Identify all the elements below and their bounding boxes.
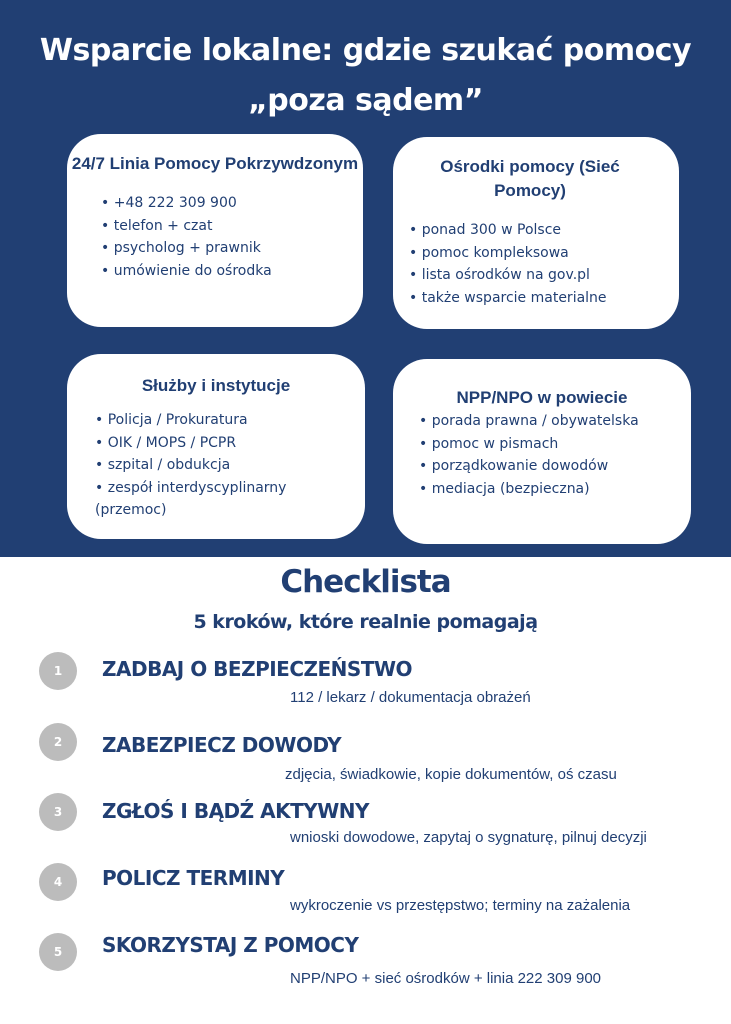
card-title: Służby i instytucje xyxy=(141,376,291,395)
card-list-item: • pomoc w pismach xyxy=(419,433,691,456)
step-number-badge: 1 xyxy=(39,652,77,690)
card-list-item: • szpital / obdukcja xyxy=(95,454,345,477)
card-list-item: • Policja / Prokuratura xyxy=(95,409,345,432)
page-title-line-1: Wsparcie lokalne: gdzie szukać pomocy xyxy=(39,33,692,68)
card-list-item: • OIK / MOPS / PCPR xyxy=(95,432,345,455)
step-heading: POLICZ TERMINY xyxy=(102,866,285,890)
card-list-item: • porządkowanie dowodów xyxy=(419,455,691,478)
checklist-title: Checklista xyxy=(280,564,451,600)
card-helpline xyxy=(67,134,363,327)
step-description: NPP/NPO + sieć ośrodków + linia 222 309 900 xyxy=(290,970,602,987)
card-list-item: • umówienie do ośrodka xyxy=(101,260,363,283)
card-list xyxy=(409,219,679,309)
card-list-item: • pomoc kompleksowa xyxy=(409,242,679,265)
step-number-badge: 5 xyxy=(39,933,77,971)
card-list-item: • także wsparcie materialne xyxy=(409,287,679,310)
page-title-line-2: „poza sądem” xyxy=(248,83,483,118)
card-list xyxy=(101,192,363,282)
card-list-item: • lista ośrodków na gov.pl xyxy=(409,264,679,287)
card-help-centers xyxy=(393,137,679,329)
step-description: zdjęcia, świadkowie, kopie dokumentów, oś czasu xyxy=(285,766,617,783)
step-heading: SKORZYSTAJ Z POMOCY xyxy=(102,933,359,957)
card-list xyxy=(419,410,691,500)
step-heading: ZADBAJ O BEZPIECZEŃSTWO xyxy=(102,657,413,681)
card-list-item: • porada prawna / obywatelska xyxy=(419,410,691,433)
card-title: NPP/NPO w powiecie xyxy=(456,388,628,407)
step-heading: ZGŁOŚ I BĄDŹ AKTYWNY xyxy=(102,799,369,823)
card-list-item: • telefon + czat xyxy=(101,215,363,238)
step-description: wnioski dowodowe, zapytaj o sygnaturę, pilnuj decyzji xyxy=(290,829,647,846)
card-title: 24/7 Linia Pomocy Pokrzywdzonym xyxy=(71,154,359,173)
card-list xyxy=(95,409,345,522)
step-number-badge: 4 xyxy=(39,863,77,901)
card-list-item: • zespół interdyscyplinarny (przemoc) xyxy=(95,477,345,522)
card-title: Ośrodki pomocy (Sieć Pomocy) xyxy=(440,157,620,200)
step-number-badge: 2 xyxy=(39,723,77,761)
card-institutions xyxy=(67,354,365,539)
step-number-badge: 3 xyxy=(39,793,77,831)
step-description: 112 / lekarz / dokumentacja obrażeń xyxy=(290,689,531,706)
card-legal-aid xyxy=(393,359,691,544)
step-heading: ZABEZPIECZ DOWODY xyxy=(102,733,342,757)
card-list-item: • mediacja (bezpieczna) xyxy=(419,478,691,501)
card-list-item: • ponad 300 w Polsce xyxy=(409,219,679,242)
card-list-item: • +48 222 309 900 xyxy=(101,192,363,215)
step-description: wykroczenie vs przestępstwo; terminy na zażalenia xyxy=(290,897,631,914)
checklist-subtitle: 5 kroków, które realnie pomagają xyxy=(193,611,538,633)
card-list-item: • psycholog + prawnik xyxy=(101,237,363,260)
page-title xyxy=(0,26,731,126)
